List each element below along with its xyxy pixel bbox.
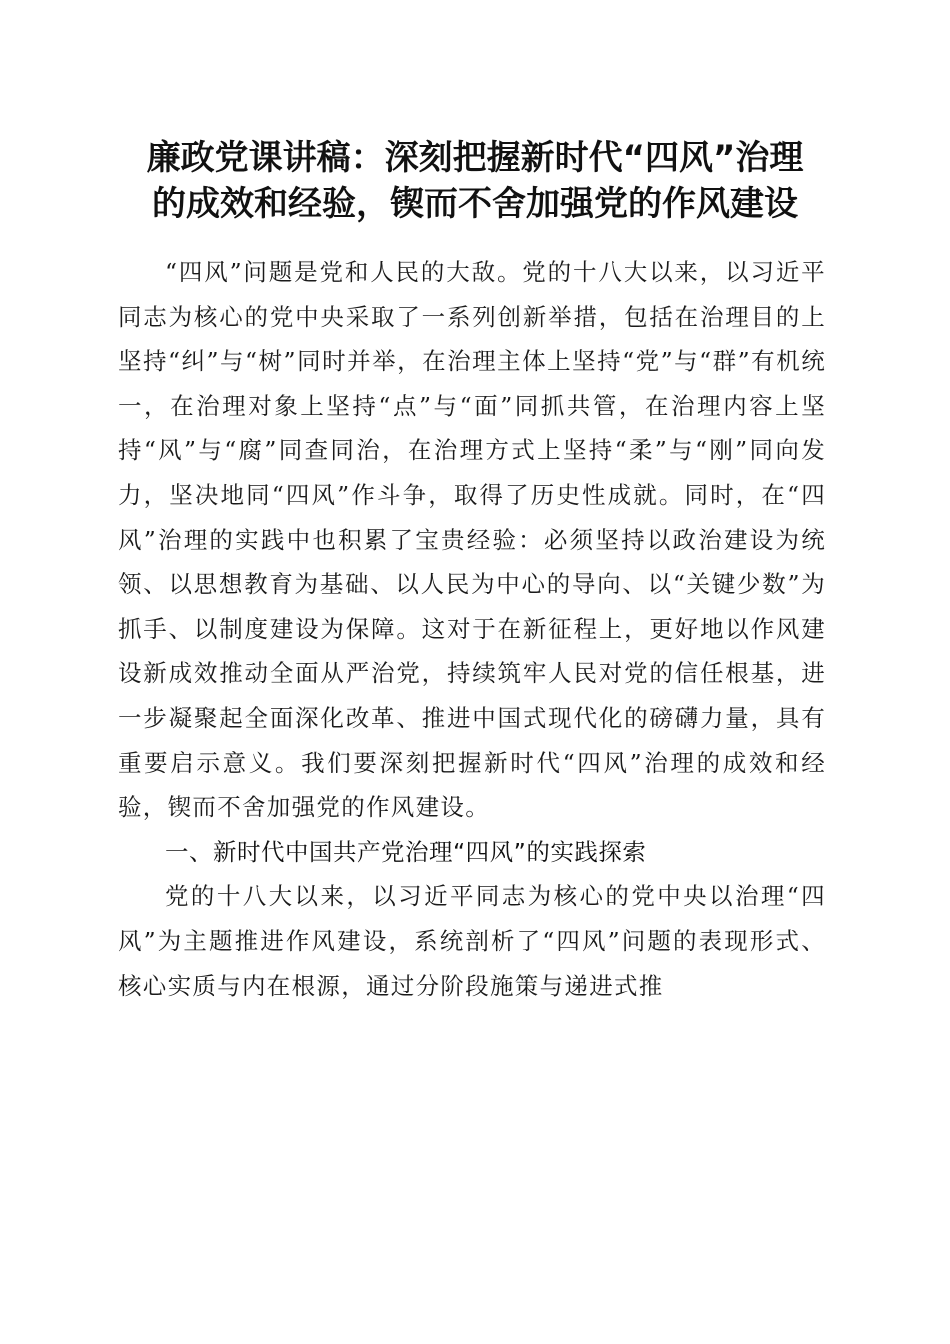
title-line-2: 的成效和经验，锲而不舍加强党的作风建设 — [152, 184, 798, 224]
document-body — [118, 250, 826, 1008]
intro-paragraph: “四风”问题是党和人民的大敌。党的十八大以来，以习近平同志为核心的党中央采取了一系列创新举措，包括在治理目的上坚持“纠”与“树”同时并举，在治理主体上坚持“党”与“群”有机统一，在治理对象上坚持“点”与“面”同抓共管，在治理内容上坚持“风”与“腐”同查同治，在治理方式上坚持“柔”与“刚”同向发力，坚决地同“四风”作斗争，取得了历史性成就。同时，在“四风”治理的实践中也积累了宝贵经验：必须坚持以政治建设为统领、以思想教育为基础、以人民为中心的导向、以“关键少数”为抓手、以制度建设为保障。这对于在新征程上，更好地以作风建设新成效推动全面从严治党，持续筑牢人民对党的信任根基，进一步凝聚起全面深化改革、推进中国式现代化的磅礴力量，具有重要启示意义。我们要深刻把握新时代“四风”治理的成效和经验，锲而不舍加强党的作风建设。 — [118, 258, 826, 822]
document-title — [100, 135, 850, 227]
section-heading: 一、新时代中国共产党治理“四风”的实践探索 — [165, 837, 647, 866]
title-line-1: 廉政党课讲稿：深刻把握新时代“四风”治理 — [146, 138, 804, 178]
section-paragraph: 党的十八大以来，以习近平同志为核心的党中央以治理“四风”为主题推进作风建设，系统剖析了“四风”问题的表现形式、核心实质与内在根源，通过分阶段施策与递进式推 — [118, 882, 826, 1000]
